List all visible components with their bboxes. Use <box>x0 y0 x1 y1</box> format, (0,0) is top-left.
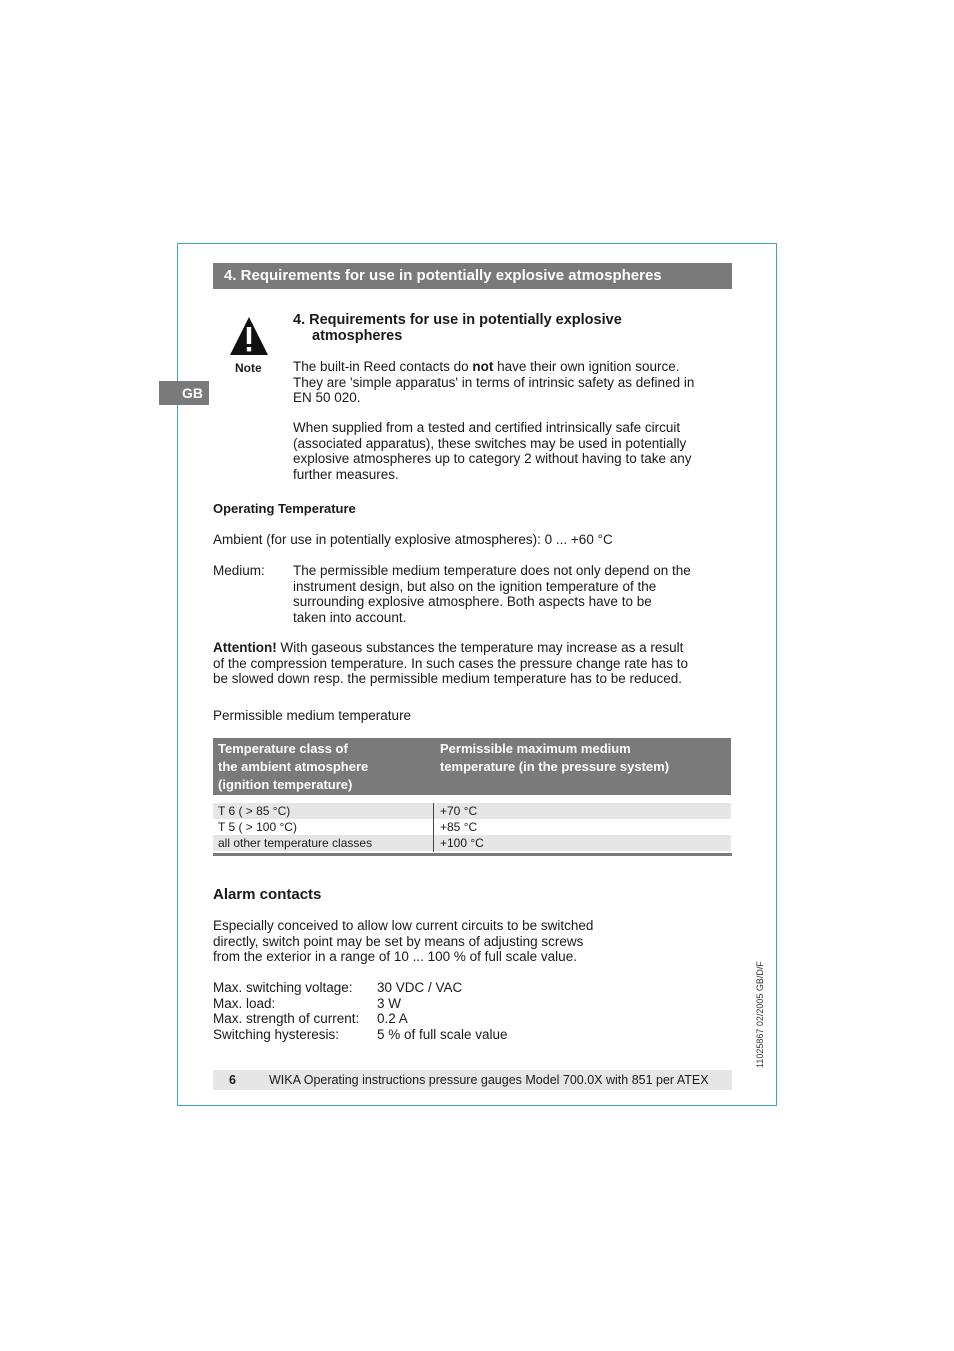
table-cell: +100 °C <box>440 836 484 850</box>
table-cell: all other temperature classes <box>218 836 373 850</box>
alarm-desc-line2: directly, switch point may be set by means of adjusting screws <box>213 933 584 949</box>
spec-label: Switching hysteresis: <box>213 1026 340 1042</box>
spec-value: 30 VDC / VAC <box>377 980 463 995</box>
spec-value: 0.2 A <box>377 1011 408 1026</box>
alarm-description <box>213 918 593 965</box>
medium-line4: taken into account. <box>293 609 407 625</box>
heading-line-1: 4. Requirements for use in potentially explosive <box>293 312 622 328</box>
warning-icon <box>229 316 269 356</box>
medium-line2: instrument design, but also on the ignition temperature of the <box>293 578 657 594</box>
alarm-contacts-title: Alarm contacts <box>213 886 322 903</box>
para1-line3: EN 50 020. <box>293 390 361 405</box>
header-col1-line2: the ambient atmosphere <box>218 759 369 774</box>
para2-line1: When supplied from a tested and certified intrinsically safe circuit <box>293 420 681 435</box>
header-col2-line2: temperature (in the pressure system) <box>440 759 670 774</box>
language-tab: GB <box>159 381 209 405</box>
header-col1-line3: (ignition temperature) <box>218 777 353 792</box>
para2-line4: further measures. <box>293 466 399 482</box>
header-max-medium-temperature <box>440 740 730 776</box>
ambient-temperature: Ambient (for use in potentially explosive atmospheres): 0 ... +60 °C <box>213 532 613 547</box>
alarm-desc-line1: Especially conceived to allow low current circuits to be switched <box>213 918 594 933</box>
operating-temperature-title: Operating Temperature <box>213 501 356 516</box>
table-column-divider <box>433 803 434 852</box>
attention-line3: be slowed down resp. the permissible medium temperature has to be reduced. <box>213 671 682 686</box>
header-temperature-class <box>218 740 428 794</box>
note-label: Note <box>235 361 262 375</box>
attention-bold: Attention! <box>213 640 277 655</box>
para1-pre: The built-in Reed contacts do <box>293 359 473 374</box>
spec-labels <box>213 980 359 1042</box>
header-col2-line1: Permissible maximum medium <box>440 741 631 756</box>
footer-text: WIKA Operating instructions pressure gauges Model 700.0X with 851 per ATEX <box>269 1073 709 1087</box>
spec-label: Max. switching voltage: <box>213 980 353 995</box>
page-number: 6 <box>229 1073 236 1087</box>
table-row <box>213 803 731 819</box>
attention-line1: With gaseous substances the temperature may increase as a result <box>276 640 684 655</box>
medium-label: Medium: <box>213 563 265 578</box>
medium-line1: The permissible medium temperature does not only depend on the <box>293 563 691 578</box>
spec-value: 5 % of full scale value <box>377 1026 508 1042</box>
page-footer <box>213 1070 732 1090</box>
para1-bold: not <box>472 359 494 374</box>
para1-post: have their own ignition source. <box>493 359 680 374</box>
table-row <box>213 819 731 835</box>
table-cell: T 5 ( > 100 °C) <box>218 820 297 834</box>
attention-paragraph <box>213 640 688 687</box>
medium-text <box>293 563 691 625</box>
heading-line-2: atmospheres <box>312 327 403 344</box>
paragraph-reed-contacts <box>293 359 694 406</box>
para2-line3: explosive atmospheres up to category 2 without having to take any <box>293 451 692 466</box>
medium-line3: surrounding explosive atmosphere. Both aspects have to be <box>293 594 652 609</box>
table-cell: T 6 ( > 85 °C) <box>218 804 291 818</box>
section-header: 4. Requirements for use in potentially explosive atmospheres <box>213 263 732 289</box>
alarm-desc-line3: from the exterior in a range of 10 ... 100 % of full scale value. <box>213 949 577 964</box>
table-header <box>213 738 731 795</box>
spec-label: Max. load: <box>213 995 276 1011</box>
attention-line2: of the compression temperature. In such cases the pressure change rate has to <box>213 655 689 671</box>
paragraph-intrinsic-safety <box>293 420 692 482</box>
spec-values <box>377 980 508 1042</box>
spec-value: 3 W <box>377 995 402 1011</box>
document-id: 11025867 02/2005 GB/D/F <box>755 961 765 1068</box>
table-caption: Permissible medium temperature <box>213 708 412 723</box>
header-col1-line1: Temperature class of <box>218 741 348 756</box>
spec-label: Max. strength of current: <box>213 1011 360 1026</box>
para2-line2: (associated apparatus), these switches may be used in potentially <box>293 435 687 451</box>
table-cell: +85 °C <box>440 820 478 834</box>
table-cell: +70 °C <box>440 804 478 818</box>
section-heading <box>293 313 622 344</box>
table-bottom-rule <box>213 853 732 856</box>
para1-line2: They are 'simple apparatus' in terms of intrinsic safety as defined in <box>293 374 695 390</box>
table-row <box>213 835 731 851</box>
